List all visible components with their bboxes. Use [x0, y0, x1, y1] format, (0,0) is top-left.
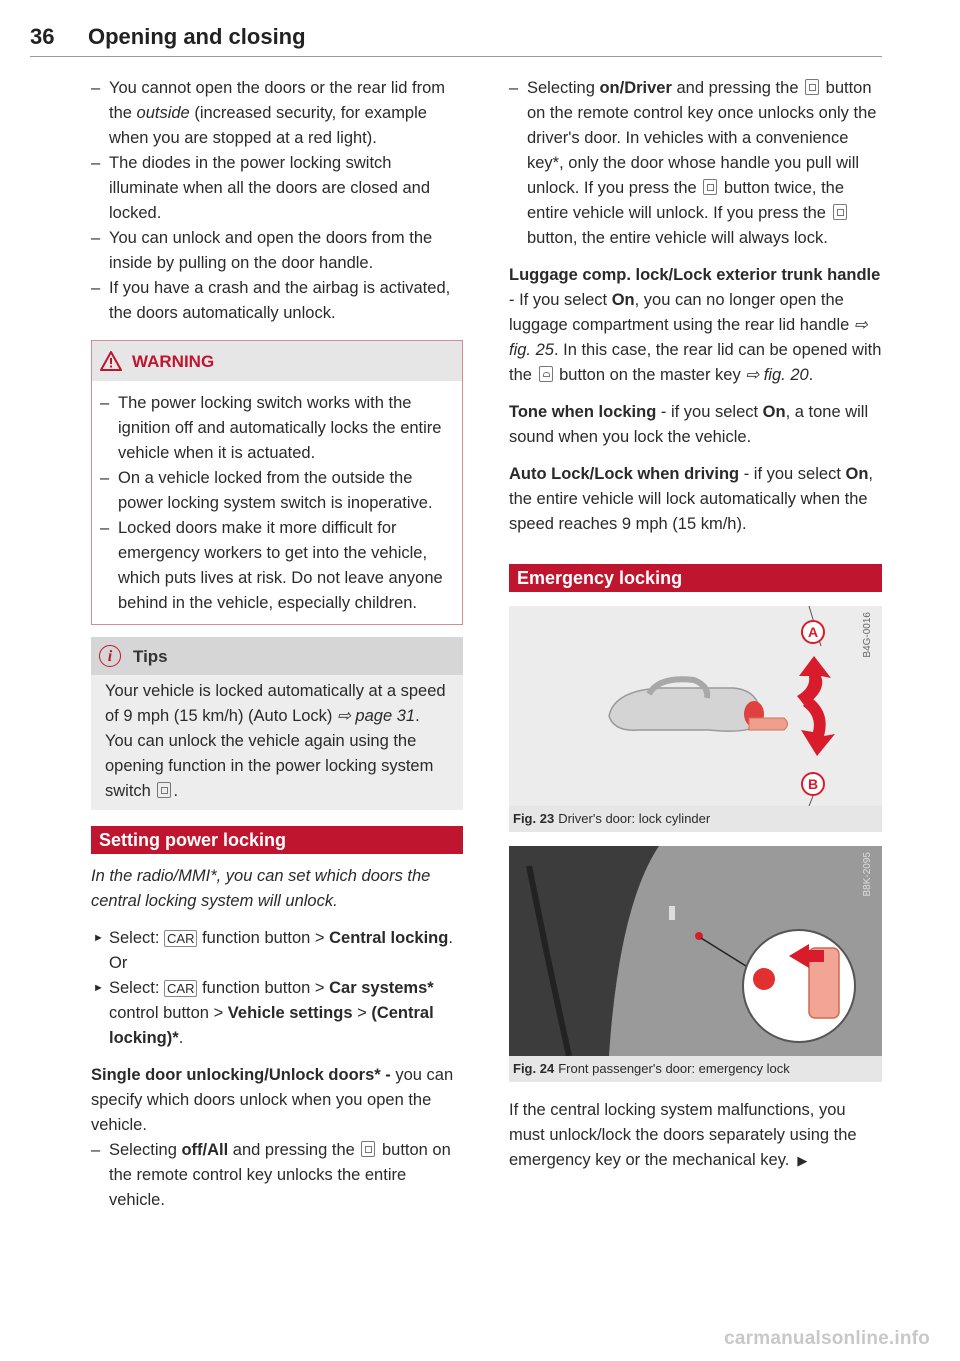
warning-title: WARNING — [132, 351, 215, 371]
instruction-step: ► Select: CAR function button > Central locking. Or — [91, 926, 463, 976]
figure-reference-link[interactable]: ⇨ fig. 25 — [509, 316, 868, 359]
warning-box — [91, 340, 463, 625]
tips-body: Your vehicle is locked automatically at a speed of 9 mph (15 km/h) (Auto Lock) ⇨ page 31. You can unlock the vehicle again using the opening function in the power locking system switch . — [105, 682, 446, 800]
trunk-button-icon — [539, 366, 553, 382]
lock-button-icon — [833, 204, 847, 220]
page-reference-link[interactable]: ⇨ page 31 — [337, 707, 416, 725]
right-column — [509, 76, 882, 1173]
setting-tone: Tone when locking - if you select On, a tone will sound when you lock the vehicle. — [509, 403, 869, 446]
warning-item: – On a vehicle locked from the outside the power locking system switch is inoperative. — [100, 466, 454, 516]
tips-title: Tips — [133, 646, 168, 666]
list-item: – If you have a crash and the airbag is activated, the doors automatically unlock. — [91, 276, 463, 326]
unlock-button-icon — [805, 79, 819, 95]
bullet-list — [91, 76, 463, 326]
arrow-icon: ► — [93, 982, 104, 994]
tips-header — [91, 637, 463, 675]
callout-a: A — [807, 624, 819, 640]
callout-b: B — [807, 776, 819, 792]
list-item: – Selecting on/Driver and pressing the button on the remote control key once unlocks only the driver's door. In vehicles with a convenience key*, only the door whose handle you pull will unlock. If you press the button twice, the entire vehicle will unlock. If you press the button, the entire vehicle will always lock. — [509, 76, 882, 251]
figure-caption: Fig. 23 Driver's door: lock cylinder — [509, 806, 882, 832]
figure-reference-link[interactable]: ⇨ fig. 20 — [745, 366, 809, 384]
emergency-text: If the central locking system malfunctions, you must unlock/lock the doors separately using the emergency key or the mechanical key. ▶ — [509, 1101, 857, 1169]
setting-auto-lock: Auto Lock/Lock when driving - if you select On, the entire vehicle will lock automatically when the speed reaches 9 mph (15 km/h). — [509, 465, 873, 533]
page-number: 36 — [30, 24, 55, 49]
section-title: Opening and closing — [88, 24, 306, 49]
figure-code: B4G-0016 — [862, 612, 873, 658]
list-item: – You cannot open the doors or the rear lid from the outside (increased security, for example when you are stopped at a red light). — [91, 76, 463, 151]
setting-luggage: Luggage comp. lock/Lock exterior trunk handle - If you select On, you can no longer open the luggage compartment using the rear lid handle ⇨ fig. 25. In this case, the rear lid can be opened with the button on the master key ⇨ fig. 20. — [509, 266, 882, 384]
section-heading-emergency-locking: Emergency locking — [509, 564, 882, 592]
door-handle-drawing — [509, 606, 882, 806]
figure-24 — [509, 846, 882, 1082]
list-item: – The diodes in the power locking switch illuminate when all the doors are closed and locked. — [91, 151, 463, 226]
door-edge-drawing — [509, 846, 882, 1056]
page-header — [30, 22, 882, 57]
setting-single-door: Single door unlocking/Unlock doors* - you can specify which doors unlock when you open the vehicle. — [91, 1066, 454, 1134]
emergency-lock-photo — [509, 846, 882, 1056]
warning-body — [92, 381, 462, 624]
list-item: – You can unlock and open the doors from the inside by pulling on the door handle. — [91, 226, 463, 276]
tips-box — [91, 637, 463, 810]
watermark: carmanualsonline.info — [724, 1328, 930, 1349]
arrow-icon: ► — [93, 932, 104, 944]
intro-text: In the radio/MMI*, you can set which doors the central locking system will unlock. — [91, 867, 431, 910]
info-icon: i — [99, 645, 121, 667]
car-key-label: CAR — [164, 930, 197, 947]
left-column — [91, 76, 463, 1213]
list-item: – Selecting off/All and pressing the button on the remote control key unlocks the entire vehicle. — [91, 1138, 463, 1213]
unlock-button-icon — [361, 1141, 375, 1157]
figure-code: B8K-2095 — [862, 852, 873, 897]
figure-23 — [509, 606, 882, 832]
lock-button-icon — [157, 782, 171, 798]
instruction-step: ► Select: CAR function button > Car systems* control button > Vehicle settings > (Central locking)*. — [91, 976, 463, 1051]
warning-header — [92, 341, 462, 381]
lock-cylinder-illustration — [509, 606, 882, 806]
warning-item: – The power locking switch works with the ignition off and automatically locks the entire vehicle when it is actuated. — [100, 391, 454, 466]
figure-caption: Fig. 24 Front passenger's door: emergency lock — [509, 1056, 882, 1082]
warning-triangle-icon — [100, 351, 122, 371]
section-heading-setting-power-locking: Setting power locking — [91, 826, 463, 854]
unlock-button-icon — [703, 179, 717, 195]
car-key-label: CAR — [164, 980, 197, 997]
continue-arrow-icon: ▶ — [797, 1153, 808, 1168]
warning-item: – Locked doors make it more difficult for emergency workers to get into the vehicle, which puts lives at risk. Do not leave anyone behind in the vehicle, especially children. — [100, 516, 454, 616]
